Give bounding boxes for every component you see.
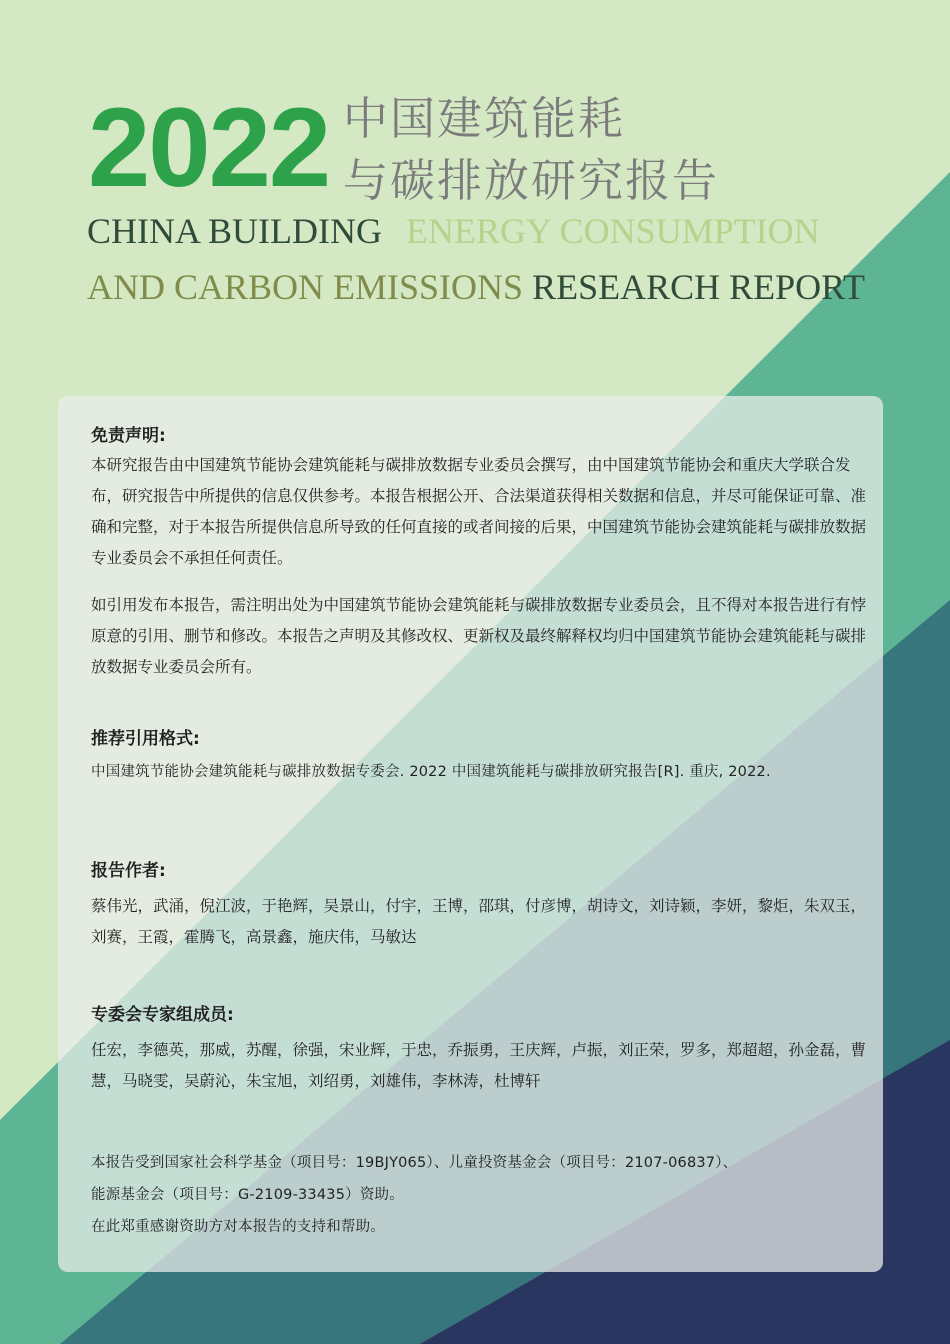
authors-heading: 报告作者:: [91, 861, 166, 881]
disclaimer-paragraph-2: 如引用发布本报告，需注明出处为中国建筑节能协会建筑能耗与碳排放数据专业委员会，且不得对本报告进行有悖原意的引用、删节和修改。本报告之声明及其修改权、更新权及最终解释权均归中国建筑节能协会建筑能耗与碳排放数据专业委员会所有。: [91, 596, 867, 676]
citation-heading: 推荐引用格式:: [91, 729, 200, 749]
funding-line-1: 本报告受到国家社会科学基金（项目号：19BJY065）、儿童投资基金会（项目号：2107-06837）、: [91, 1155, 738, 1171]
funding-line-2: 能源基金会（项目号：G-2109-33435）资助。: [91, 1187, 404, 1203]
title-en-energy-consumption: ENERGY CONSUMPTION: [405, 211, 820, 251]
title-cn-line-2: 与碳排放研究报告: [343, 154, 720, 207]
title-en-carbon-emissions: AND CARBON EMISSIONS: [87, 267, 524, 307]
experts-heading: 专委会专家组成员:: [91, 1005, 234, 1025]
disclaimer-paragraph-1: 本研究报告由中国建筑节能协会建筑能耗与碳排放数据专业委员会撰写，由中国建筑节能协会和重庆大学联合发布，研究报告中所提供的信息仅供参考。本报告根据公开、合法渠道获得相关数据和信息，并尽可能保证可靠、准确和完整，对于本报告所提供信息所导致的任何直接的或者间接的后果，中国建筑节能协会建筑能耗与碳排放数据专业委员会不承担任何责任。: [91, 456, 867, 567]
funding-line-3: 在此郑重感谢资助方对本报告的支持和帮助。: [91, 1219, 385, 1235]
title-en-line-1: [87, 213, 820, 249]
title-en-research-report: RESEARCH REPORT: [532, 267, 865, 307]
authors-list: 蔡伟光，武涌，倪江波，于艳辉，吴景山，付宇，王博，邵琪，付彦博，胡诗文，刘诗颖，李妍，黎炬，朱双玉，刘赛，王霞，霍腾飞，高景鑫，施庆伟，马敏达: [91, 897, 867, 946]
disclaimer-heading: 免责声明:: [91, 426, 166, 446]
title-en-line-2: [87, 269, 865, 305]
citation-text: 中国建筑节能协会建筑能耗与碳排放数据专委会. 2022 中国建筑能耗与碳排放研究报告[R]. 重庆, 2022.: [91, 764, 771, 780]
title-cn-line-1: 中国建筑能耗: [343, 92, 626, 145]
experts-list: 任宏，李德英，那威，苏醒，徐强，宋业辉，于忠，乔振勇，王庆辉，卢振，刘正荣，罗多，郑超超，孙金磊，曹慧，马晓雯，吴蔚沁，朱宝旭，刘绍勇，刘雄伟，李林涛，杜博轩: [91, 1041, 867, 1090]
title-en-china-building: CHINA BUILDING: [87, 211, 382, 251]
report-year: 2022: [88, 85, 330, 210]
